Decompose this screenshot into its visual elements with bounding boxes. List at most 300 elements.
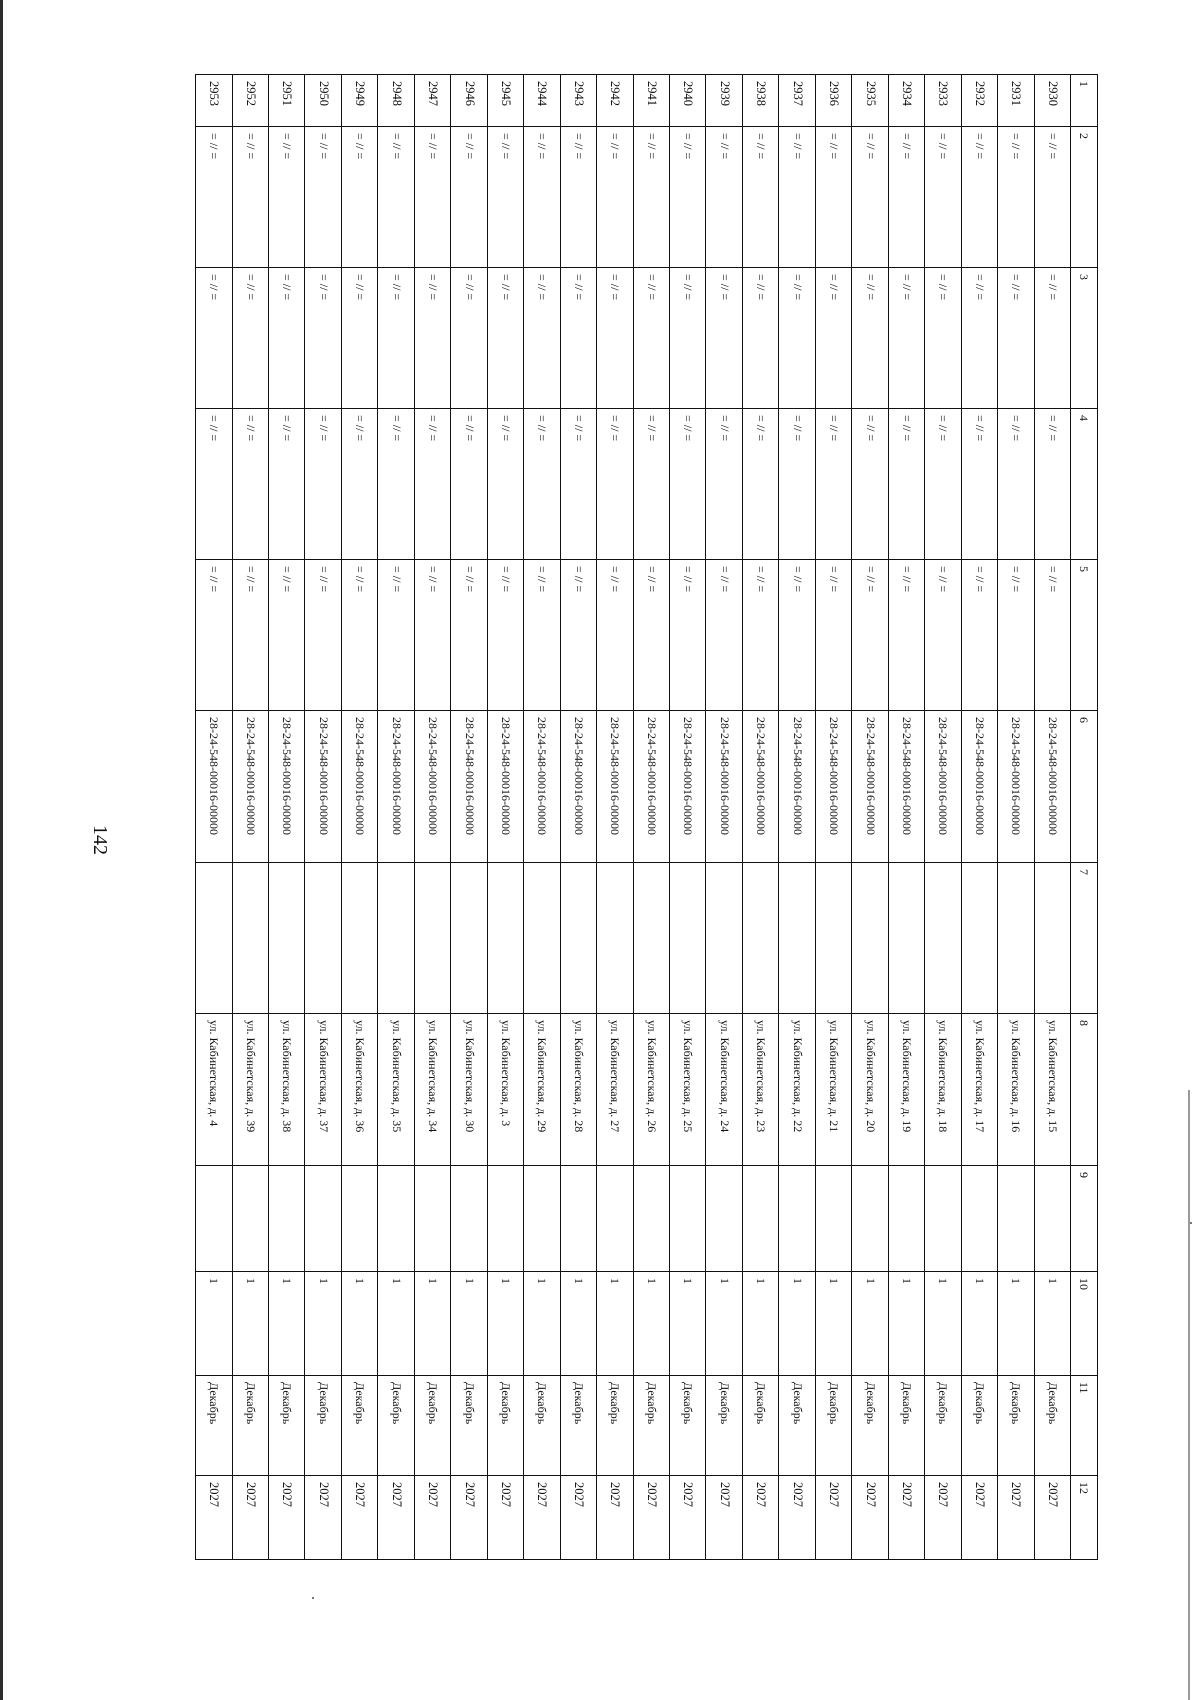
column-header: 3 <box>1071 268 1098 409</box>
table-cell: 2027 <box>1034 1476 1070 1560</box>
table-cell <box>998 1166 1034 1272</box>
table-cell: 2946 <box>451 75 487 127</box>
table-cell: = // = <box>670 560 706 711</box>
table-cell <box>560 1166 596 1272</box>
table-cell <box>633 863 669 1014</box>
table-cell <box>305 1166 341 1272</box>
table-cell: 1 <box>779 1272 815 1376</box>
table-cell: Декабрь <box>597 1376 633 1476</box>
table-cell: = // = <box>925 127 961 268</box>
table-cell: ул. Кабинетская, д. 27 <box>597 1014 633 1166</box>
table-cell: Декабрь <box>815 1376 851 1476</box>
table-cell: ул. Кабинетская, д. 3 <box>487 1014 523 1166</box>
table-cell: = // = <box>232 268 268 409</box>
table-cell: = // = <box>269 127 305 268</box>
table-cell: Декабрь <box>706 1376 742 1476</box>
table-cell <box>341 1166 377 1272</box>
table-cell <box>998 863 1034 1014</box>
table-cell <box>925 1166 961 1272</box>
table-cell: 2950 <box>305 75 341 127</box>
column-header: 12 <box>1071 1476 1098 1560</box>
table-cell: = // = <box>451 560 487 711</box>
table-cell: = // = <box>524 268 560 409</box>
table-cell: 2943 <box>560 75 596 127</box>
table-cell <box>888 1166 924 1272</box>
table-cell <box>451 1166 487 1272</box>
table-cell: = // = <box>560 268 596 409</box>
table-cell: 1 <box>269 1272 305 1376</box>
table-row <box>414 75 450 1560</box>
table-cell: = // = <box>670 127 706 268</box>
table-cell: 28-24-548-00016-00000 <box>597 711 633 863</box>
table-row <box>852 75 888 1560</box>
table-cell <box>961 1166 997 1272</box>
table-cell: 1 <box>414 1272 450 1376</box>
table-cell: Декабрь <box>742 1376 778 1476</box>
table-cell: ул. Кабинетская, д. 20 <box>852 1014 888 1166</box>
table-cell: ул. Кабинетская, д. 23 <box>742 1014 778 1166</box>
table-cell: 2027 <box>925 1476 961 1560</box>
table-cell: Декабрь <box>560 1376 596 1476</box>
table-cell: = // = <box>196 268 233 409</box>
table-cell: = // = <box>742 409 778 560</box>
table-cell: = // = <box>305 127 341 268</box>
table-cell: Декабрь <box>925 1376 961 1476</box>
scan-edge-right <box>1188 1090 1190 1700</box>
table-cell: 2930 <box>1034 75 1070 127</box>
table-cell <box>232 863 268 1014</box>
table-cell: = // = <box>633 127 669 268</box>
table-cell: = // = <box>852 268 888 409</box>
table-cell: = // = <box>196 127 233 268</box>
table-cell <box>524 863 560 1014</box>
table-cell: ул. Кабинетская, д. 21 <box>815 1014 851 1166</box>
table-cell: = // = <box>925 268 961 409</box>
table-cell: = // = <box>341 268 377 409</box>
table-cell <box>706 1166 742 1272</box>
table-row <box>888 75 924 1560</box>
table-cell: 2938 <box>742 75 778 127</box>
table-cell: 28-24-548-00016-00000 <box>779 711 815 863</box>
table-cell: 2936 <box>815 75 851 127</box>
table-cell: 2027 <box>196 1476 233 1560</box>
column-header: 9 <box>1071 1166 1098 1272</box>
table-cell: 2949 <box>341 75 377 127</box>
column-header: 6 <box>1071 711 1098 863</box>
table-cell <box>414 1166 450 1272</box>
table-cell: = // = <box>451 409 487 560</box>
table-cell: 2939 <box>706 75 742 127</box>
table-cell: = // = <box>1034 268 1070 409</box>
table-cell: = // = <box>961 409 997 560</box>
table-cell: ул. Кабинетская, д. 29 <box>524 1014 560 1166</box>
column-header: 4 <box>1071 409 1098 560</box>
table-cell <box>779 1166 815 1272</box>
table-cell <box>269 1166 305 1272</box>
table-cell: Декабрь <box>414 1376 450 1476</box>
table-cell: ул. Кабинетская, д. 19 <box>888 1014 924 1166</box>
table-cell: ул. Кабинетская, д. 22 <box>779 1014 815 1166</box>
table-cell: 28-24-548-00016-00000 <box>852 711 888 863</box>
table-cell: 1 <box>742 1272 778 1376</box>
table-cell: Декабрь <box>633 1376 669 1476</box>
table-cell: 2952 <box>232 75 268 127</box>
table-cell <box>378 1166 414 1272</box>
table-cell: ул. Кабинетская, д. 17 <box>961 1014 997 1166</box>
table-cell: 2027 <box>378 1476 414 1560</box>
table-cell: Декабрь <box>196 1376 233 1476</box>
table-cell: 2942 <box>597 75 633 127</box>
table-cell: = // = <box>597 127 633 268</box>
table-row <box>742 75 778 1560</box>
table-cell: Декабрь <box>998 1376 1034 1476</box>
table-cell <box>1034 863 1070 1014</box>
table-cell: 2947 <box>414 75 450 127</box>
column-header: 11 <box>1071 1376 1098 1476</box>
column-header: 8 <box>1071 1014 1098 1166</box>
table-cell: 2944 <box>524 75 560 127</box>
table-cell <box>196 1166 233 1272</box>
table-cell: 1 <box>524 1272 560 1376</box>
table-cell <box>706 863 742 1014</box>
table-cell: 28-24-548-00016-00000 <box>815 711 851 863</box>
table-cell: 1 <box>925 1272 961 1376</box>
table-cell: 2027 <box>451 1476 487 1560</box>
table-cell <box>269 863 305 1014</box>
table-cell: 2027 <box>779 1476 815 1560</box>
table-cell: = // = <box>305 409 341 560</box>
data-table <box>195 74 1098 1560</box>
table-cell: = // = <box>670 268 706 409</box>
table-cell: = // = <box>706 560 742 711</box>
table-cell: 28-24-548-00016-00000 <box>670 711 706 863</box>
scan-speck <box>1190 1222 1192 1224</box>
table-cell: 1 <box>560 1272 596 1376</box>
table-cell: 2948 <box>378 75 414 127</box>
table-cell: = // = <box>232 409 268 560</box>
table-cell: = // = <box>815 268 851 409</box>
table-cell: ул. Кабинетская, д. 18 <box>925 1014 961 1166</box>
table-cell: Декабрь <box>670 1376 706 1476</box>
table-cell: 2027 <box>670 1476 706 1560</box>
table-cell: 2935 <box>852 75 888 127</box>
table-cell: 28-24-548-00016-00000 <box>414 711 450 863</box>
table-cell: = // = <box>779 127 815 268</box>
table-cell: = // = <box>451 268 487 409</box>
table-cell: Декабрь <box>852 1376 888 1476</box>
table-cell: 28-24-548-00016-00000 <box>888 711 924 863</box>
table-cell: = // = <box>1034 560 1070 711</box>
table-cell <box>414 863 450 1014</box>
table-cell: 2932 <box>961 75 997 127</box>
table-cell: = // = <box>961 127 997 268</box>
table-cell <box>633 1166 669 1272</box>
table-cell: = // = <box>341 127 377 268</box>
table-cell: 1 <box>706 1272 742 1376</box>
table-cell: 1 <box>852 1272 888 1376</box>
table-body <box>196 75 1071 1560</box>
table-cell: 28-24-548-00016-00000 <box>196 711 233 863</box>
table-cell: 2027 <box>742 1476 778 1560</box>
table-cell: = // = <box>487 127 523 268</box>
table-cell <box>597 1166 633 1272</box>
table-cell: 2941 <box>633 75 669 127</box>
table-cell: = // = <box>633 268 669 409</box>
table-cell: = // = <box>196 560 233 711</box>
table-cell <box>597 863 633 1014</box>
table-row <box>524 75 560 1560</box>
table-cell: = // = <box>487 268 523 409</box>
table-cell <box>196 863 233 1014</box>
table-cell: 2931 <box>998 75 1034 127</box>
table-cell: 2953 <box>196 75 233 127</box>
table-cell <box>852 863 888 1014</box>
table-cell: 28-24-548-00016-00000 <box>925 711 961 863</box>
table-cell: = // = <box>815 409 851 560</box>
table-cell: = // = <box>852 560 888 711</box>
table-cell: 28-24-548-00016-00000 <box>742 711 778 863</box>
table-cell: 2027 <box>815 1476 851 1560</box>
column-header: 10 <box>1071 1272 1098 1376</box>
table-cell: = // = <box>779 560 815 711</box>
table-cell: Декабрь <box>888 1376 924 1476</box>
table-cell: = // = <box>560 409 596 560</box>
table-cell: = // = <box>852 127 888 268</box>
table-cell: = // = <box>961 560 997 711</box>
table-cell: 2027 <box>341 1476 377 1560</box>
table-row <box>232 75 268 1560</box>
table-cell: = // = <box>269 409 305 560</box>
table-cell: = // = <box>961 268 997 409</box>
table-cell: = // = <box>779 409 815 560</box>
table-cell <box>524 1166 560 1272</box>
table-cell: = // = <box>706 409 742 560</box>
table-cell: ул. Кабинетская, д. 35 <box>378 1014 414 1166</box>
table-cell: = // = <box>597 268 633 409</box>
table-cell: ул. Кабинетская, д. 36 <box>341 1014 377 1166</box>
table-cell: 2951 <box>269 75 305 127</box>
table-cell: = // = <box>1034 127 1070 268</box>
table-cell: 2027 <box>706 1476 742 1560</box>
table-cell <box>961 863 997 1014</box>
table-cell: ул. Кабинетская, д. 34 <box>414 1014 450 1166</box>
table-row <box>998 75 1034 1560</box>
table-cell: = // = <box>998 268 1034 409</box>
table-cell: 1 <box>597 1272 633 1376</box>
table-cell: ул. Кабинетская, д. 15 <box>1034 1014 1070 1166</box>
column-header: 1 <box>1071 75 1098 127</box>
table-row <box>670 75 706 1560</box>
table-cell: 2027 <box>269 1476 305 1560</box>
table-cell: = // = <box>706 127 742 268</box>
table-cell: Декабрь <box>341 1376 377 1476</box>
table-cell: 28-24-548-00016-00000 <box>232 711 268 863</box>
table-cell: ул. Кабинетская, д. 30 <box>451 1014 487 1166</box>
table-cell: 2933 <box>925 75 961 127</box>
table-cell: 1 <box>998 1272 1034 1376</box>
table-cell: = // = <box>1034 409 1070 560</box>
table-cell: = // = <box>670 409 706 560</box>
table-cell: 1 <box>888 1272 924 1376</box>
table-row <box>305 75 341 1560</box>
table-cell: = // = <box>742 268 778 409</box>
column-header: 7 <box>1071 863 1098 1014</box>
page-number: 142 <box>89 825 111 855</box>
table-cell: 1 <box>378 1272 414 1376</box>
scan-speck <box>312 1597 314 1599</box>
table-cell: = // = <box>742 127 778 268</box>
table-cell: 1 <box>815 1272 851 1376</box>
table-cell: Декабрь <box>305 1376 341 1476</box>
table-cell: = // = <box>925 560 961 711</box>
table-cell: Декабрь <box>1034 1376 1070 1476</box>
table-cell: 28-24-548-00016-00000 <box>524 711 560 863</box>
table-cell <box>232 1166 268 1272</box>
table-cell <box>925 863 961 1014</box>
table-cell: = // = <box>414 268 450 409</box>
table-cell: 28-24-548-00016-00000 <box>706 711 742 863</box>
table-cell <box>560 863 596 1014</box>
table-cell: 28-24-548-00016-00000 <box>961 711 997 863</box>
table-cell: ул. Кабинетская, д. 39 <box>232 1014 268 1166</box>
table-row <box>706 75 742 1560</box>
table-cell: ул. Кабинетская, д. 4 <box>196 1014 233 1166</box>
table-cell: 1 <box>341 1272 377 1376</box>
table-cell <box>852 1166 888 1272</box>
table-cell: 1 <box>196 1272 233 1376</box>
table-cell: ул. Кабинетская, д. 24 <box>706 1014 742 1166</box>
table-cell: = // = <box>196 409 233 560</box>
table-cell: 28-24-548-00016-00000 <box>560 711 596 863</box>
table-cell: 2027 <box>232 1476 268 1560</box>
table-cell <box>451 863 487 1014</box>
table-cell: Декабрь <box>779 1376 815 1476</box>
table-cell: 28-24-548-00016-00000 <box>269 711 305 863</box>
table-cell: = // = <box>305 268 341 409</box>
table-row <box>779 75 815 1560</box>
table-cell: = // = <box>524 127 560 268</box>
table-cell: 1 <box>961 1272 997 1376</box>
table-row <box>378 75 414 1560</box>
table-cell: = // = <box>888 127 924 268</box>
table-row <box>633 75 669 1560</box>
table-cell: = // = <box>269 560 305 711</box>
table-cell: = // = <box>269 268 305 409</box>
table-cell: 1 <box>1034 1272 1070 1376</box>
table-cell: = // = <box>232 127 268 268</box>
table-cell: = // = <box>232 560 268 711</box>
table-cell: 2027 <box>998 1476 1034 1560</box>
table-cell: = // = <box>451 127 487 268</box>
table-cell: = // = <box>414 127 450 268</box>
table-cell <box>815 1166 851 1272</box>
table-cell: = // = <box>998 409 1034 560</box>
table-header-row <box>1071 75 1098 1560</box>
table-cell: ул. Кабинетская, д. 37 <box>305 1014 341 1166</box>
table-cell: = // = <box>378 409 414 560</box>
table-cell: 2937 <box>779 75 815 127</box>
table-row <box>196 75 233 1560</box>
table-cell: 2027 <box>961 1476 997 1560</box>
table-cell <box>888 863 924 1014</box>
table-cell: = // = <box>779 268 815 409</box>
table-cell <box>742 863 778 1014</box>
scan-edge-left <box>0 0 3 1700</box>
table-cell: = // = <box>378 127 414 268</box>
table-cell: 2027 <box>597 1476 633 1560</box>
table-cell <box>378 863 414 1014</box>
table-cell: 28-24-548-00016-00000 <box>998 711 1034 863</box>
table-cell: 2027 <box>560 1476 596 1560</box>
table-cell: = // = <box>341 409 377 560</box>
table-cell: = // = <box>815 127 851 268</box>
table-row <box>815 75 851 1560</box>
table-cell: 2027 <box>852 1476 888 1560</box>
table-cell: 28-24-548-00016-00000 <box>633 711 669 863</box>
table-cell: ул. Кабинетская, д. 26 <box>633 1014 669 1166</box>
table-cell: 2027 <box>524 1476 560 1560</box>
table-cell <box>1034 1166 1070 1272</box>
table-row <box>597 75 633 1560</box>
table-cell: = // = <box>852 409 888 560</box>
table-cell: 2027 <box>414 1476 450 1560</box>
table-cell: 1 <box>487 1272 523 1376</box>
table-cell: = // = <box>633 409 669 560</box>
table-cell: 1 <box>305 1272 341 1376</box>
table-cell: = // = <box>560 127 596 268</box>
table-cell: = // = <box>888 560 924 711</box>
table-cell: = // = <box>597 560 633 711</box>
table-cell: 1 <box>232 1272 268 1376</box>
table-cell: = // = <box>925 409 961 560</box>
table-row <box>925 75 961 1560</box>
column-header: 5 <box>1071 560 1098 711</box>
table-cell: = // = <box>341 560 377 711</box>
table-cell: = // = <box>414 560 450 711</box>
table-cell: 28-24-548-00016-00000 <box>305 711 341 863</box>
table-cell <box>742 1166 778 1272</box>
table-cell: = // = <box>378 560 414 711</box>
table-row <box>487 75 523 1560</box>
table-cell: 2934 <box>888 75 924 127</box>
table-cell: = // = <box>633 560 669 711</box>
table-row <box>560 75 596 1560</box>
table-cell: = // = <box>742 560 778 711</box>
table-cell: = // = <box>706 268 742 409</box>
table-cell: 2027 <box>305 1476 341 1560</box>
table-cell <box>487 1166 523 1272</box>
table-cell: Декабрь <box>524 1376 560 1476</box>
table-cell: 2027 <box>888 1476 924 1560</box>
table-cell: ул. Кабинетская, д. 28 <box>560 1014 596 1166</box>
table-cell: 2027 <box>633 1476 669 1560</box>
table-cell: 28-24-548-00016-00000 <box>487 711 523 863</box>
table-cell: = // = <box>414 409 450 560</box>
table-cell <box>779 863 815 1014</box>
table-cell: ул. Кабинетская, д. 16 <box>998 1014 1034 1166</box>
table-cell: 28-24-548-00016-00000 <box>451 711 487 863</box>
table-cell: = // = <box>487 409 523 560</box>
table-cell <box>341 863 377 1014</box>
table-cell: = // = <box>888 409 924 560</box>
table-row <box>269 75 305 1560</box>
table-cell: = // = <box>560 560 596 711</box>
table-cell: 28-24-548-00016-00000 <box>341 711 377 863</box>
table-cell: = // = <box>998 560 1034 711</box>
table-row <box>961 75 997 1560</box>
table-cell: = // = <box>815 560 851 711</box>
table-cell: 2027 <box>487 1476 523 1560</box>
